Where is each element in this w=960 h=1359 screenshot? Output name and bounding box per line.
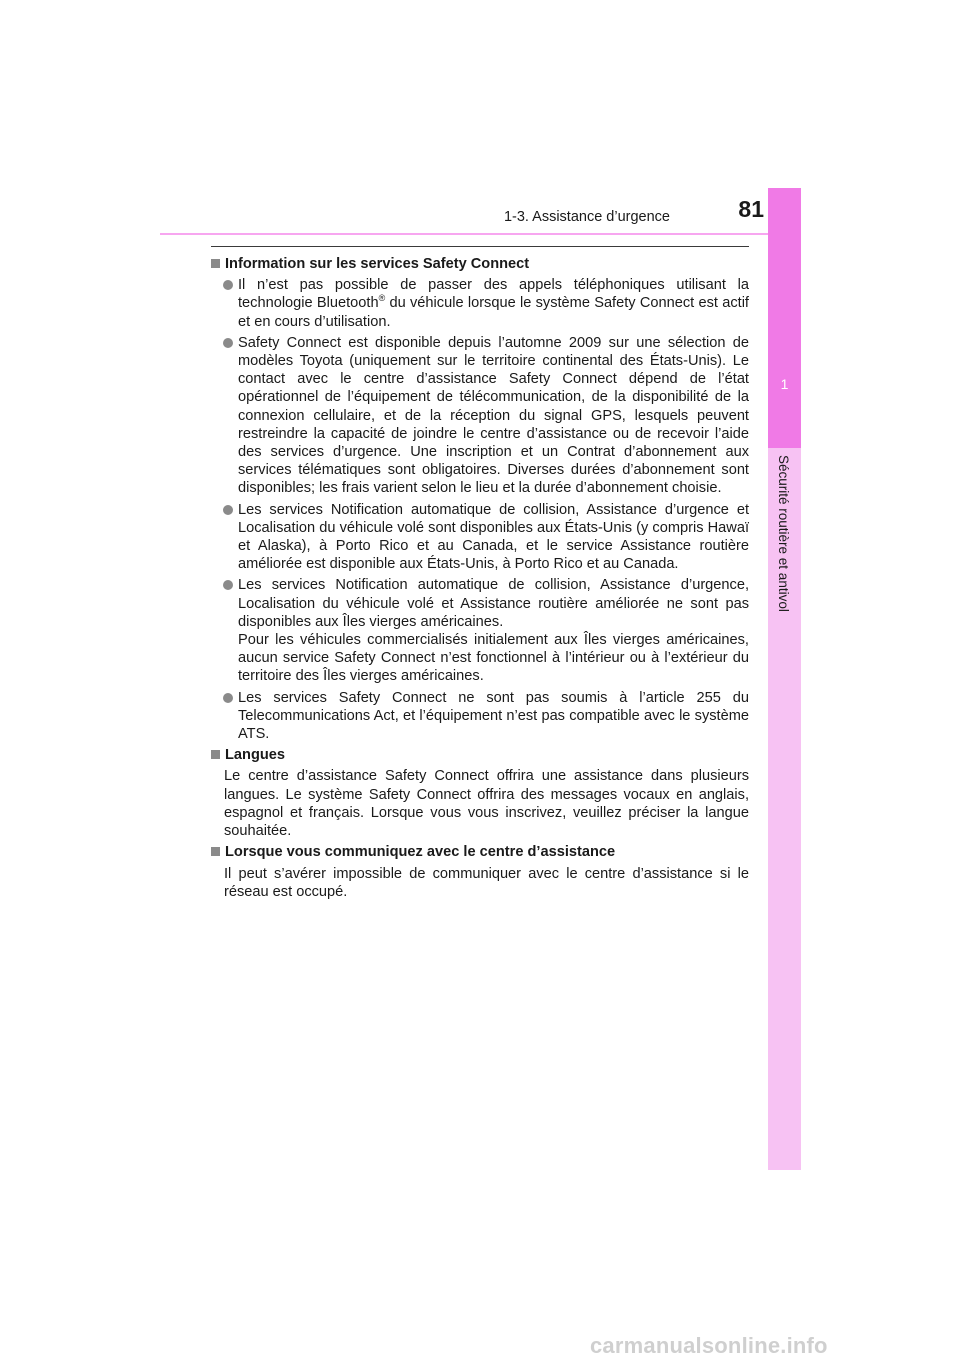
chapter-title xyxy=(768,455,801,655)
list-item-text-cont: du véhicule lorsque le système Safety Connect est actif et en cours d’utilisation. xyxy=(238,295,749,330)
square-bullet-icon xyxy=(211,259,220,268)
main-content xyxy=(211,255,749,904)
list-item-text: Les services Notification automatique de collision, Assistance d’urgence, Localisation du véhicule volé et Assistance routière améliorée ne sont pas disponibles aux Îles vierges américaines. xyxy=(238,577,749,630)
chapter-title-text: Sécurité routière et antivol xyxy=(776,455,791,612)
header-rule xyxy=(160,233,800,235)
circle-bullet-icon xyxy=(223,505,233,515)
list-item xyxy=(211,334,749,498)
page-number: 81 xyxy=(738,196,764,222)
watermark-text: carmanualsonline.info xyxy=(590,1333,828,1358)
list-item xyxy=(211,276,749,331)
circle-bullet-icon xyxy=(223,580,233,590)
section-body-languages: Le centre d’assistance Safety Connect offrira une assistance dans plusieurs langues. Le système Safety Connect offrira des messages vocaux en anglais, espagnol et français. Lorsque vous vous inscrivez, veuillez préciser la langue souhaitée. xyxy=(224,768,749,840)
square-bullet-icon xyxy=(211,750,220,759)
section-body-contact-center: Il peut s’avérer impossible de communiquer avec le centre d’assistance si le réseau est occupé. xyxy=(224,865,749,900)
circle-bullet-icon xyxy=(223,693,233,703)
registered-mark: ® xyxy=(378,293,386,304)
section-heading-text: Information sur les services Safety Connect xyxy=(225,256,530,272)
list-item-text: Il n’est pas possible de passer des appels téléphoniques utilisant la technologie Bluetooth xyxy=(238,277,749,312)
section-heading-languages xyxy=(211,746,749,764)
section-heading-text: Lorsque vous communiquez avec le centre d’assistance xyxy=(225,844,616,861)
section-heading-contact-center xyxy=(211,843,749,861)
running-header-section: 1-3. Assistance d’urgence xyxy=(503,209,670,225)
list-item xyxy=(211,576,749,685)
chapter-side-tab-active xyxy=(768,188,801,448)
list-item xyxy=(211,501,749,574)
content-rule xyxy=(211,246,749,247)
list-item-text-second-paragraph: Pour les véhicules commercialisés initialement aux Îles vierges américaines, aucun service Safety Connect n’est fonctionnel à l’intérieur ou à l’extérieur du territoire des Îles vierges américaines. xyxy=(238,632,749,685)
circle-bullet-icon xyxy=(223,280,233,290)
chapter-number: 1 xyxy=(780,376,789,392)
list-item-text: Les services Notification automatique de collision, Assistance d’urgence et Localisation du véhicule volé sont disponibles aux États-Unis (y compris Hawaï et Alaska), à Porto Rico et au Canada, et le service Assistance routière améliorée est disponible aux États-Unis, à Porto Rico et au Canada. xyxy=(238,501,749,573)
section-heading-text: Langues xyxy=(225,747,286,764)
list-item-text: Safety Connect est disponible depuis l’automne 2009 sur une sélection de modèles Toyota (uniquement sur le territoire continental des États-Unis). Le contact avec le centre d’assistance Safety Connect dépend de l’état opérationnel de l’équipement de télécommunication, de la disponibilité de la connexion cellulaire, et de la réception du signal GPS, lesquels peuvent restreindre la capacité de joindre le centre d’assistance ou de recevoir l’aide des services d’urgence. Une inscription et un Contrat d’abonnement aux services télématiques sont obligatoires. Diverses durées d’abonnement sont disponibles; les frais varient selon le lieu et la durée d’abonnement choisie. xyxy=(238,334,749,497)
list-item-text: Les services Safety Connect ne sont pas soumis à l’article 255 du Telecommunications Act, et l’équipement n’est pas compatible avec le système ATS. xyxy=(238,689,749,743)
circle-bullet-icon xyxy=(223,338,233,348)
list-item xyxy=(211,689,749,744)
square-bullet-icon xyxy=(211,847,220,856)
section-heading-safety-connect-info xyxy=(211,255,749,273)
